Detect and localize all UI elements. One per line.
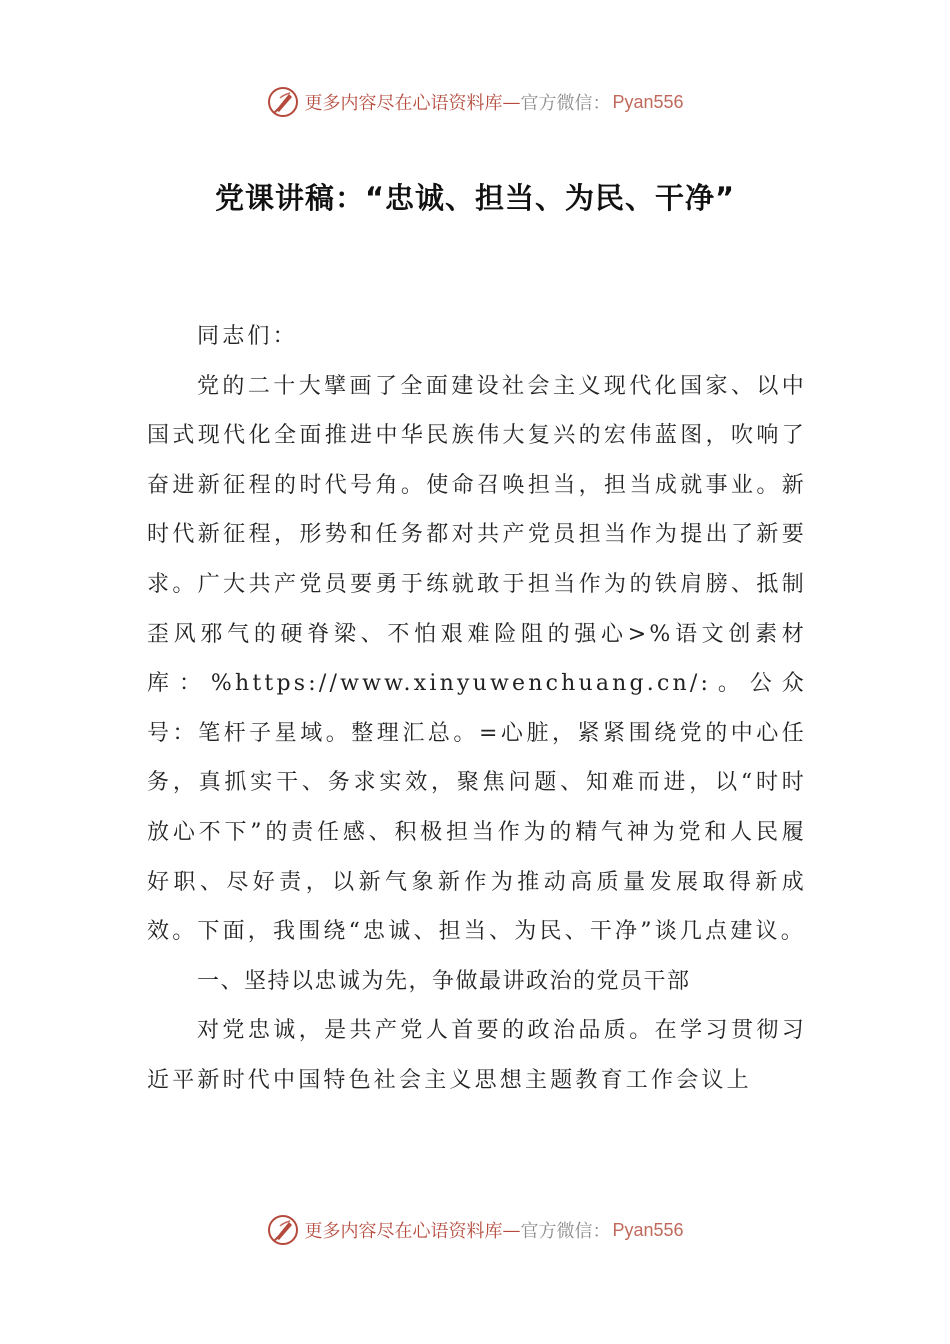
quill-pen-icon [266, 85, 300, 119]
document-title: 党课讲稿：“忠诚、担当、为民、干净” [214, 181, 736, 215]
watermark-wechat-id: Pyan556 [612, 91, 684, 112]
document-body [147, 312, 807, 1106]
watermark-wechat-label: 官方微信： [520, 93, 611, 114]
watermark-dash: — [502, 1219, 521, 1241]
section-heading: 一、坚持以忠诚为先，争做最讲政治的党员干部 [197, 968, 691, 994]
watermark-wechat-label: 官方微信： [520, 1221, 611, 1242]
intro-paragraph: 党的二十大擘画了全面建设社会主义现代化国家、以中国式现代化全面推进中华民族伟大复兴的宏伟蓝图，吹响了奋进新征程的时代号角。使命召唤担当，担当成就事业。新时代新征程，形势和任务都对共产党员担当作为提出了新要求。广大共产党员要勇于练就敢于担当作为的铁肩膀、抵制歪风邪气的硬脊梁、不怕艰难险阻的强心>%语文创素材库：%https://www.xinyuwenchuang.cn/:。公众号：笔杆子星域。整理汇总。=心脏，紧紧围绕党的中心任务，真抓实干、务求实效，聚焦问题、知难而进，以“时时放心不下”的责任感、积极担当作为的精气神为党和人民履好职、尽好责，以新气象新作为推动高质量发展取得新成效。下面，我围绕“忠诚、担当、为民、干净”谈几点建议。 [147, 373, 807, 945]
watermark-promo-text: 更多内容尽在心语资料库 [304, 93, 503, 114]
watermark-wechat-id: Pyan556 [612, 1219, 684, 1240]
section-paragraph: 对党忠诚，是共产党人首要的政治品质。在学习贯彻习近平新时代中国特色社会主义思想主题教育工作会议上 [147, 1018, 807, 1093]
salutation-paragraph: 同志们： [197, 324, 298, 349]
footer-watermark [0, 1210, 950, 1250]
watermark-promo-text: 更多内容尽在心语资料库 [304, 1221, 503, 1242]
quill-pen-icon [266, 1213, 300, 1247]
watermark-dash: — [502, 91, 521, 113]
header-watermark [0, 82, 950, 122]
